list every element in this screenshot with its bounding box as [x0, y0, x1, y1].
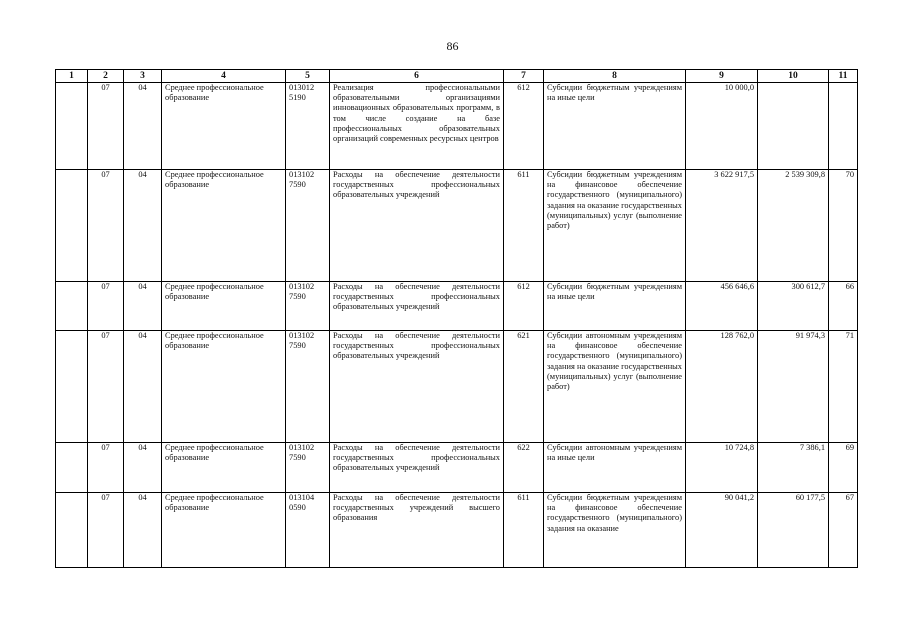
- table-header-row: [56, 70, 858, 83]
- cell-col1: [56, 170, 88, 282]
- cell-expense-type: 622: [504, 443, 544, 493]
- cell-percent: 71: [829, 331, 858, 443]
- header-cell: 5: [286, 70, 330, 83]
- cell-amount-actual: 2 539 309,8: [758, 170, 829, 282]
- cell-amount-actual: 60 177,5: [758, 493, 829, 568]
- cell-expense-type-name: Субсидии бюджетным учреждениям на иные цели: [544, 83, 686, 170]
- cell-amount-plan: 90 041,2: [686, 493, 758, 568]
- cell-amount-actual: 7 386,1: [758, 443, 829, 493]
- cell-expense-type-name: Субсидии бюджетным учреждениям на финансовое обеспечение государственного (муниципального) задания на оказание: [544, 493, 686, 568]
- cell-name: Среднее профессиональное образование: [162, 83, 286, 170]
- cell-amount-plan: 3 622 917,5: [686, 170, 758, 282]
- header-cell: 1: [56, 70, 88, 83]
- cell-name: Среднее профессиональное образование: [162, 282, 286, 331]
- cell-expense-type-name: Субсидии бюджетным учреждениям на иные цели: [544, 282, 686, 331]
- table-row: [56, 83, 858, 170]
- cell-section: 07: [88, 493, 124, 568]
- header-cell: 6: [330, 70, 504, 83]
- header-cell: 11: [829, 70, 858, 83]
- table-row: [56, 443, 858, 493]
- cell-subsection: 04: [124, 331, 162, 443]
- cell-amount-actual: 91 974,3: [758, 331, 829, 443]
- cell-expense-description: Расходы на обеспечение деятельности государственных профессиональных образовательных учреждений: [330, 170, 504, 282]
- cell-subsection: 04: [124, 493, 162, 568]
- cell-amount-plan: 128 762,0: [686, 331, 758, 443]
- cell-target-code: 013102 7590: [286, 331, 330, 443]
- cell-expense-description: Расходы на обеспечение деятельности государственных учреждений высшего образования: [330, 493, 504, 568]
- cell-target-code: 013102 7590: [286, 282, 330, 331]
- table-row: [56, 493, 858, 568]
- cell-expense-type: 612: [504, 83, 544, 170]
- cell-section: 07: [88, 331, 124, 443]
- header-cell: 9: [686, 70, 758, 83]
- cell-expense-description: Расходы на обеспечение деятельности государственных профессиональных образовательных учреждений: [330, 331, 504, 443]
- table-row: [56, 170, 858, 282]
- cell-target-code: 013104 0590: [286, 493, 330, 568]
- cell-expense-type-name: Субсидии автономным учреждениям на иные цели: [544, 443, 686, 493]
- cell-expense-type: 621: [504, 331, 544, 443]
- header-cell: 8: [544, 70, 686, 83]
- cell-percent: [829, 83, 858, 170]
- cell-subsection: 04: [124, 443, 162, 493]
- cell-section: 07: [88, 282, 124, 331]
- cell-expense-type: 611: [504, 170, 544, 282]
- page-number: 86: [446, 39, 459, 53]
- cell-col1: [56, 83, 88, 170]
- cell-name: Среднее профессиональное образование: [162, 493, 286, 568]
- header-cell: 3: [124, 70, 162, 83]
- cell-col1: [56, 443, 88, 493]
- cell-amount-plan: 456 646,6: [686, 282, 758, 331]
- cell-expense-description: Реализация профессиональными образовательными организациями инновационных образовательных программ, в том числе создание на базе профессиональных образовательных организаций современных ресурсных центров: [330, 83, 504, 170]
- cell-target-code: 013102 7590: [286, 170, 330, 282]
- cell-subsection: 04: [124, 170, 162, 282]
- table-row: [56, 331, 858, 443]
- budget-table: [55, 69, 858, 568]
- cell-percent: 69: [829, 443, 858, 493]
- cell-expense-type: 611: [504, 493, 544, 568]
- cell-target-code: 013012 5190: [286, 83, 330, 170]
- cell-amount-plan: 10 724,8: [686, 443, 758, 493]
- table-row: [56, 282, 858, 331]
- cell-section: 07: [88, 170, 124, 282]
- cell-name: Среднее профессиональное образование: [162, 170, 286, 282]
- cell-section: 07: [88, 443, 124, 493]
- cell-amount-plan: 10 000,0: [686, 83, 758, 170]
- header-cell: 7: [504, 70, 544, 83]
- cell-subsection: 04: [124, 282, 162, 331]
- cell-expense-description: Расходы на обеспечение деятельности государственных профессиональных образовательных учреждений: [330, 282, 504, 331]
- cell-amount-actual: [758, 83, 829, 170]
- cell-percent: 67: [829, 493, 858, 568]
- cell-target-code: 013102 7590: [286, 443, 330, 493]
- cell-col1: [56, 282, 88, 331]
- cell-col1: [56, 493, 88, 568]
- cell-name: Среднее профессиональное образование: [162, 331, 286, 443]
- cell-expense-type-name: Субсидии бюджетным учреждениям на финансовое обеспечение государственного (муниципального) задания на оказание государственных (муниципальных) услуг (выполнение работ): [544, 170, 686, 282]
- header-cell: 4: [162, 70, 286, 83]
- cell-expense-type: 612: [504, 282, 544, 331]
- cell-subsection: 04: [124, 83, 162, 170]
- cell-section: 07: [88, 83, 124, 170]
- cell-col1: [56, 331, 88, 443]
- cell-name: Среднее профессиональное образование: [162, 443, 286, 493]
- cell-expense-type-name: Субсидии автономным учреждениям на финансовое обеспечение государственного (муниципального) задания на оказание государственных (муниципальных) услуг (выполнение работ): [544, 331, 686, 443]
- cell-expense-description: Расходы на обеспечение деятельности государственных профессиональных образовательных учреждений: [330, 443, 504, 493]
- cell-percent: 70: [829, 170, 858, 282]
- header-cell: 2: [88, 70, 124, 83]
- header-cell: 10: [758, 70, 829, 83]
- cell-amount-actual: 300 612,7: [758, 282, 829, 331]
- cell-percent: 66: [829, 282, 858, 331]
